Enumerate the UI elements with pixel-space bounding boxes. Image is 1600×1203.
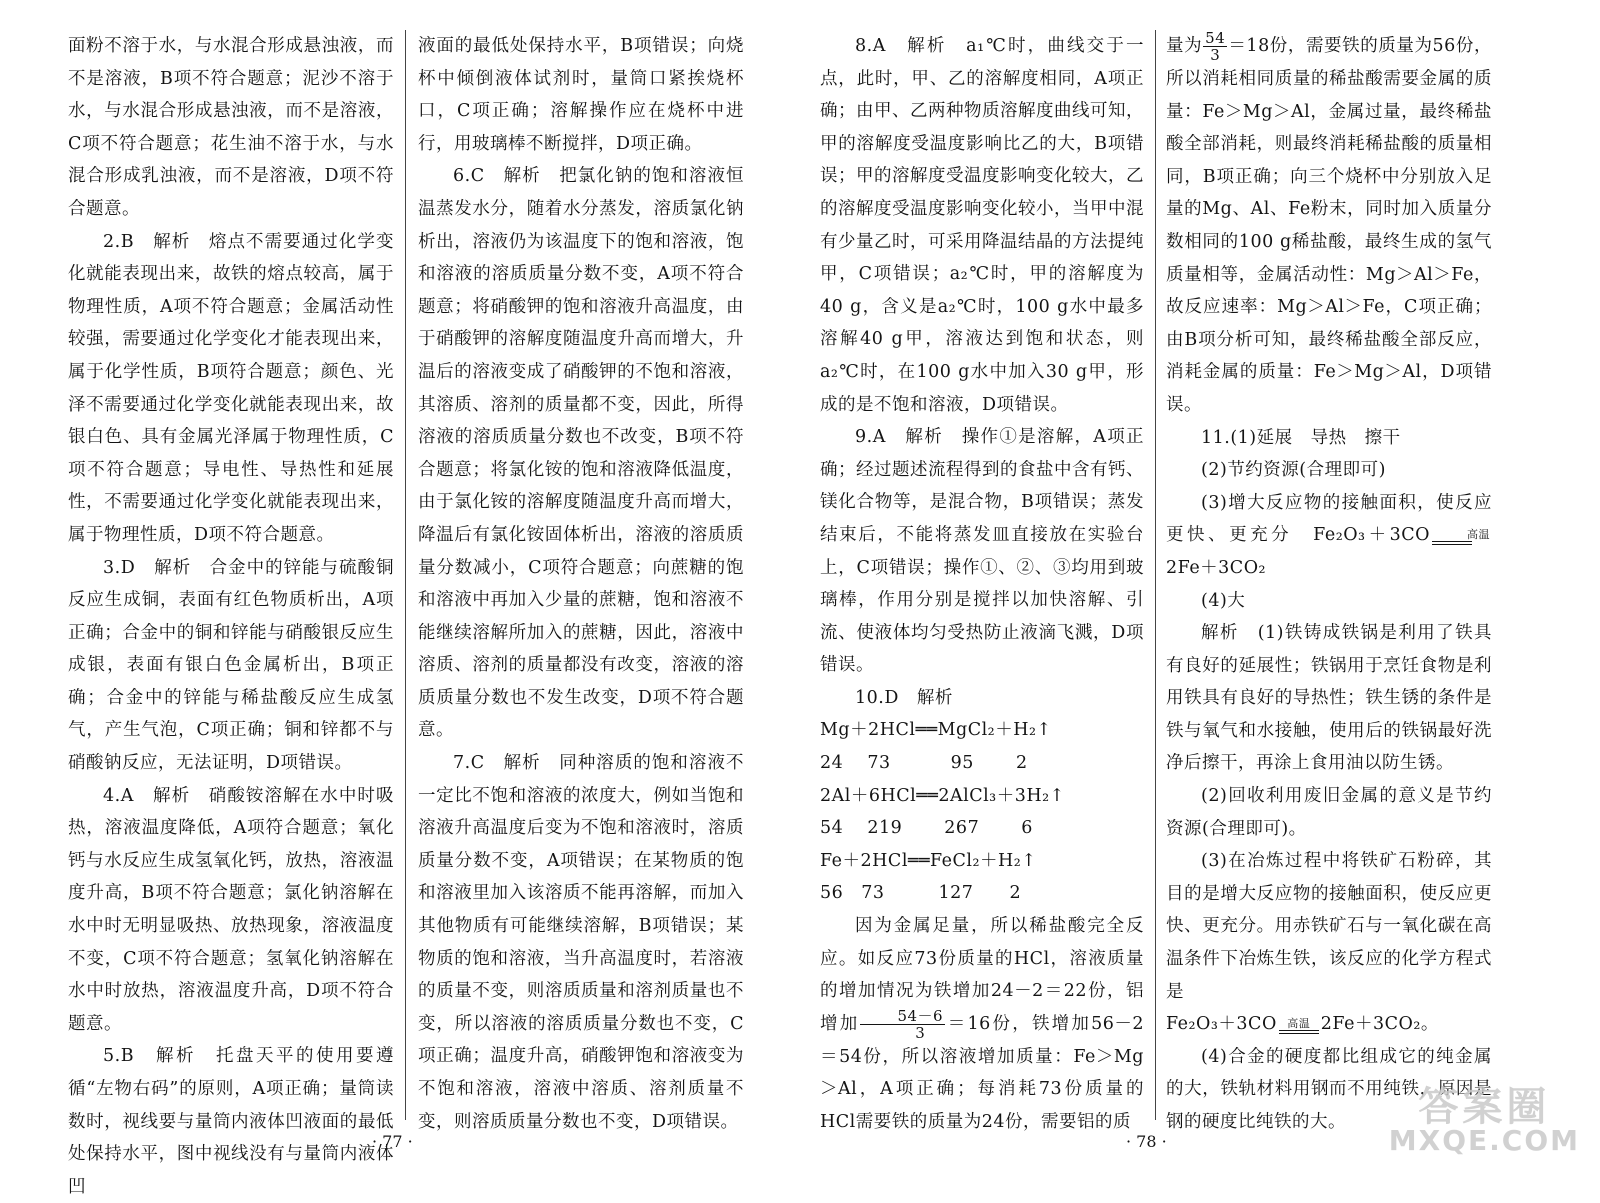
condition-label: 高温 bbox=[1287, 1017, 1311, 1031]
paragraph: 面粉不溶于水，与水混合形成悬浊液，而不是溶液，B项不符合题意；泥沙不溶于水，与水混合形成悬浊液，而不是溶液，C项不符合题意；花生油不溶于水，与水混合形成乳浊液，而不是溶液，D项不符合题意。 bbox=[68, 36, 394, 219]
answer-7: 7.C 解析 同种溶质的饱和溶液不一定比不饱和溶液的浓度大，例如当饱和溶液升高温度后变为不饱和溶液时，溶质质量分数不变，A项错误；在某物质的饱和溶液里加入该溶质不能再溶解，而加入其他物质有可能继续溶解，B项错误；某物质的饱和溶液，当升高温度时，若溶液的质量不变，则溶质质量和溶剂质量也不变，所以溶液的溶质质量分数也不变，C项正确；温度升高，硝酸钾饱和溶液变为不饱和溶液，溶液中溶质、溶剂质量不变，则溶质质量分数也不变，D项错误。 bbox=[418, 753, 744, 1132]
fraction-denominator: 3 bbox=[1210, 46, 1221, 64]
text: Fe₂O₃＋3CO bbox=[1166, 1014, 1277, 1035]
paragraph: 液面的最低处保持水平，B项错误；向烧杯中倾倒液体试剂时，量筒口紧挨烧杯口，C项正确；溶解操作应在烧杯中进行，用玻璃棒不断搅拌，D项正确。 bbox=[418, 36, 744, 154]
page-number-right: · 78 · bbox=[1126, 1132, 1167, 1151]
column-3 bbox=[820, 30, 1144, 1139]
paragraph bbox=[1166, 30, 1492, 422]
answer-9: 9.A 解析 操作①是溶解，A项正确；经过题述流程得到的食盐中含有钙、镁化合物等，是混合物，B项错误；蒸发结束后，不能将蒸发皿直接放在实验台上，C项错误；操作①、②、③均用到玻璃棒，作用分别是搅拌以加快溶解、引流、使液体均匀受热防止液滴飞溅，D项错误。 bbox=[820, 427, 1144, 676]
answer-3: 3.D 解析 合金中的锌能与硫酸铜反应生成铜，表面有红色物质析出，A项正确；合金中的铜和锌能与硝酸银反应生成银，表面有银白色金属析出，B项正确；合金中的锌能与稀盐酸反应生成氢气，产生气泡，C项正确；铜和锌都不与硝酸钠反应，无法证明，D项错误。 bbox=[68, 557, 394, 774]
watermark-text: 答案圈 bbox=[1418, 1084, 1551, 1130]
fraction-numerator: 54－6 bbox=[860, 1008, 945, 1025]
answer-11-2: (2)节约资源(合理即可) bbox=[1201, 460, 1386, 481]
text: ＝18份，需要铁的质量为56份，所以消耗相同质量的稀盐酸需要金属的质量：Fe＞Mg＞Al，金属过量，最终稀盐酸全部消耗，则最终消耗稀盐酸的质量相同，B项正确；向三个烧杯中分别放入足量的Mg、Al、Fe粉末，同时加入质量分数相同的100 g稀盐酸，最终生成的氢气质量相等，金属活动性：Mg＞Al＞Fe，故反应速率：Mg＞Al＞Fe，C项正确；由B项分析可知，最终稀盐酸全部反应，消耗金属的质量：Fe＞Mg＞Al，D项错误。 bbox=[1166, 36, 1492, 415]
equation-al-masses: 54 219 267 6 bbox=[820, 818, 1033, 839]
fraction-denominator: 3 bbox=[915, 1023, 926, 1042]
answer-11-1: 11.(1)延展 导热 擦干 bbox=[1201, 427, 1401, 448]
answer-2: 2.B 解析 熔点不需要通过化学变化就能表现出来，故铁的熔点较高，属于物理性质，A项不符合题意；金属活动性较强，需要通过化学变化才能表现出来，属于化学性质，B项符合题意；颜色、光泽不需要通过化学变化就能表现出来，故银白色、具有金属光泽属于物理性质，C项不符合题意；导电性、导热性和延展性，不需要通过化学变化就能表现出来，属于物理性质，D项不符合题意。 bbox=[68, 231, 394, 545]
column-1 bbox=[68, 30, 394, 1203]
answer-11-4: (4)大 bbox=[1201, 590, 1246, 611]
text: ＝16份，铁增加56－2＝54份，所以溶液增加质量：Fe＞Mg＞Al，A项正确；每消耗73份质量的HCl需要铁的质量为24份，需要铝的质 bbox=[820, 1013, 1144, 1132]
answer-4: 4.A 解析 硝酸铵溶解在水中时吸热，溶液温度降低，A项符合题意；氧化钙与水反应生成氢氧化钙，放热，溶液温度升高，B项不符合题意；氯化钠溶解在水中时无明显吸热、放热现象，溶液温度不变，C项不符合题意；氢氧化钠溶解在水中时放热，溶液温度升高，D项不符合题意。 bbox=[68, 785, 394, 1034]
answer-8: 8.A 解析 a₁℃时，曲线交于一点，此时，甲、乙的溶解度相同，A项正确；由甲、乙两种物质溶解度曲线可知，甲的溶解度受温度影响比乙的大，B项错误；甲的溶解度受温度影响变化较大，乙的溶解度受温度影响变化较小，当甲中混有少量乙时，可采用降温结晶的方法提纯甲，C项错误；a₂℃时，甲的溶解度为40 g，含义是a₂℃时，100 g水中最多溶解40 g甲，溶液达到饱和状态，则a₂℃时，在100 g水中加入30 g甲，形成的是不饱和溶液，D项错误。 bbox=[820, 36, 1144, 415]
answer-10-head: 10.D 解析 bbox=[855, 687, 953, 708]
watermark-logo bbox=[1388, 1084, 1580, 1157]
answer-10-body bbox=[820, 910, 1144, 1139]
fraction bbox=[1203, 30, 1227, 63]
analysis-3: (3)在冶炼过程中将铁矿石粉碎，其目的是增大反应物的接触面积，使反应更快、更充分。用赤铁矿石与一氧化碳在高温条件下冶炼生铁，该反应的化学方程式是 bbox=[1166, 851, 1492, 1002]
equation-mg-masses: 24 73 95 2 bbox=[820, 753, 1028, 774]
equation-mg: Mg＋2HCl══MgCl₂＋H₂↑ bbox=[820, 720, 1052, 741]
text: 因为金属足量，所以稀盐酸完全反应。如反应73份质量的HCl，溶液质量的增加情况为铁增加24－2＝22份，铝增加 bbox=[820, 916, 1144, 1034]
fraction bbox=[860, 1008, 945, 1041]
condition-label: 高温 bbox=[1467, 528, 1490, 542]
analysis-1: 解析 (1)铁铸成铁锅是利用了铁具有良好的延展性；铁锅用于烹饪食物是利用铁具有良好的导热性；铁生锈的条件是铁与氧气和水接触，使用后的铁锅最好洗净后擦干，再涂上食用油以防生锈。 bbox=[1166, 623, 1492, 774]
equals-sign bbox=[1432, 541, 1472, 545]
page-number-left: · 77 · bbox=[372, 1132, 413, 1151]
watermark-url: MXQE.COM bbox=[1388, 1124, 1580, 1157]
equation-fe-masses: 56 73 127 2 bbox=[820, 883, 1022, 904]
equals-sign bbox=[1279, 1030, 1319, 1034]
text: 2Fe＋3CO₂ bbox=[1166, 557, 1267, 578]
equation-fe: Fe＋2HCl══FeCl₂＋H₂↑ bbox=[820, 850, 1037, 871]
column-divider bbox=[405, 30, 406, 1120]
equation-al: 2Al＋6HCl══2AlCl₃＋3H₂↑ bbox=[820, 785, 1065, 806]
answer-6: 6.C 解析 把氯化钠的饱和溶液恒温蒸发水分，随着水分蒸发，溶质氯化钠析出，溶液仍为该温度下的饱和溶液，饱和溶液的溶质质量分数不变，A项不符合题意；将硝酸钾的饱和溶液升高温度，由于硝酸钾的溶解度随温度升高而增大，升温后的溶液变成了硝酸钾的不饱和溶液，其溶质、溶剂的质量都不变，因此，所得溶液的溶质质量分数也不改变，B项不符合题意；将氯化铵的饱和溶液降低温度，由于氯化铵的溶解度随温度升高而增大，降温后有氯化铵固体析出，溶液的溶质质量分数减小，C项符合题意；向蔗糖的饱和溶液中再加入少量的蔗糖，饱和溶液不能继续溶解所加入的蔗糖，因此，溶液中溶质、溶剂的质量都没有改变，溶液的溶质质量分数也不发生改变，D项不符合题意。 bbox=[418, 166, 744, 741]
answer-11-3 bbox=[1166, 487, 1492, 585]
analysis-2: (2)回收利用废旧金属的意义是节约资源(合理即可)。 bbox=[1166, 786, 1492, 839]
reaction-condition bbox=[1279, 1018, 1319, 1034]
fraction-numerator: 54 bbox=[1205, 29, 1226, 47]
column-divider bbox=[1155, 30, 1156, 1120]
text: 量为 bbox=[1166, 36, 1203, 56]
column-2 bbox=[418, 30, 744, 1138]
analysis-4: (4)合金的硬度都比组成它的纯金属的大，铁轨材料用钢而不用纯铁，原因是钢的硬度比纯铁的大。 bbox=[1166, 1046, 1492, 1132]
analysis-3-equation bbox=[1166, 1008, 1492, 1041]
column-4 bbox=[1166, 30, 1492, 1139]
reaction-condition bbox=[1432, 529, 1490, 545]
answer-5: 5.B 解析 托盘天平的使用要遵循“左物右码”的原则，A项正确；量筒读数时，视线要与量筒内液体凹液面的最低处保持水平，图中视线没有与量筒内液体凹 bbox=[68, 1046, 394, 1197]
text: 2Fe＋3CO₂。 bbox=[1320, 1014, 1439, 1035]
text: (3)增大反应物的接触面积，使反应更快、更充分 Fe₂O₃＋3CO bbox=[1166, 492, 1492, 546]
